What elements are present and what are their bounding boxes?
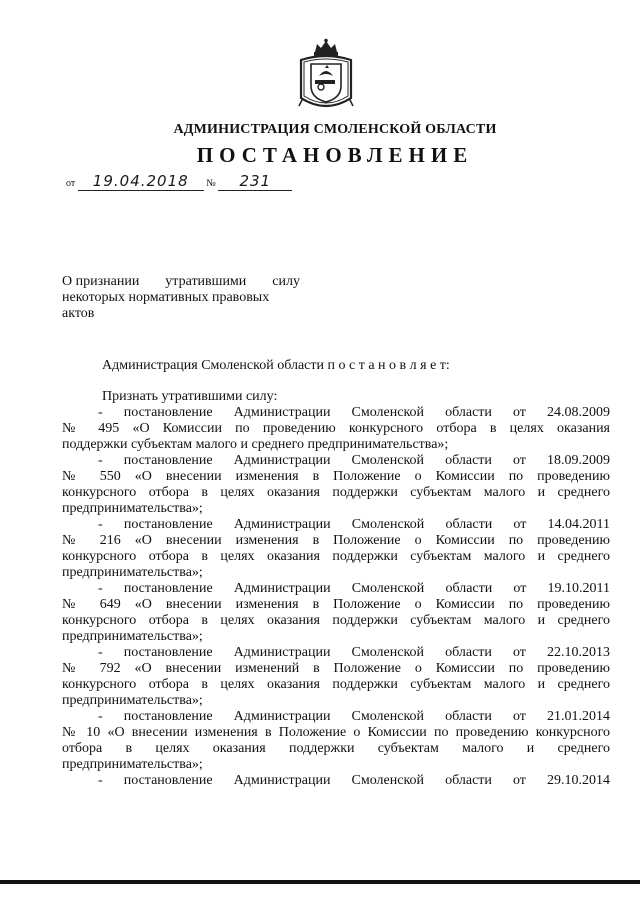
number-prefix: №	[206, 178, 216, 189]
list-item: - постановление Администрации Смоленской области от 14.04.2011 № 216 «О внесении изменения в Положение о Комиссии по проведению конкурсного отбора в целях оказания поддержки субъектам малого и среднего предпринимательства»;	[62, 517, 610, 580]
list-item: - постановление Администрации Смоленской области от 19.10.2011 № 649 «О внесении изменения в Положение о Комиссии по проведению конкурсного отбора в целях оказания поддержки субъектам малого и среднего предпринимательства»;	[62, 581, 610, 644]
subject-line-2: некоторых нормативных правовых	[62, 290, 270, 305]
declare-line: Признать утратившими силу:	[102, 389, 278, 404]
document-body	[62, 358, 610, 789]
subject-word: силу	[272, 274, 300, 289]
page-bottom-rule	[0, 880, 640, 884]
list-item: - постановление Администрации Смоленской области от 24.08.2009 № 495 «О Комиссии по проведению конкурсного отбора в целях оказания поддержки субъектам малого и среднего предпринимательства»;	[62, 405, 610, 452]
document-number: 231	[218, 172, 292, 191]
document-date: 19.04.2018	[78, 172, 204, 191]
date-prefix: от	[66, 178, 76, 189]
list-item: - постановление Администрации Смоленской области от 21.01.2014 № 10 «О внесении изменения в Положение о Комиссии по проведению конкурсного отбора в целях оказания поддержки субъектам малого и среднего предпринимательства»;	[62, 709, 610, 772]
subject-word: утратившими	[165, 274, 247, 289]
resolution-intro: Администрация Смоленской области п о с т а н о в л я е т:	[102, 358, 450, 373]
list-item: - постановление Администрации Смоленской области от 22.10.2013 № 792 «О внесении изменений в Положение о Комиссии по проведению конкурсного отбора в целях оказания поддержки субъектам малого и среднего предпринимательства»;	[62, 645, 610, 708]
document-type-title: ПОСТАНОВЛЕНИЕ	[196, 143, 474, 167]
subject-block	[62, 274, 300, 322]
subject-word: О признании	[62, 274, 140, 289]
organization-title: АДМИНИСТРАЦИЯ СМОЛЕНСКОЙ ОБЛАСТИ	[173, 122, 497, 137]
date-number-line	[66, 172, 292, 191]
list-item: - постановление Администрации Смоленской области от 18.09.2009 № 550 «О внесении изменения в Положение о Комиссии по проведению конкурсного отбора в целях оказания поддержки субъектам малого и среднего предпринимательства»;	[62, 453, 610, 516]
coat-of-arms-icon	[295, 38, 357, 114]
subject-line-3: актов	[62, 306, 95, 321]
list-item: - постановление Администрации Смоленской области от 29.10.2014	[98, 773, 610, 788]
subject-line-1	[62, 274, 300, 290]
